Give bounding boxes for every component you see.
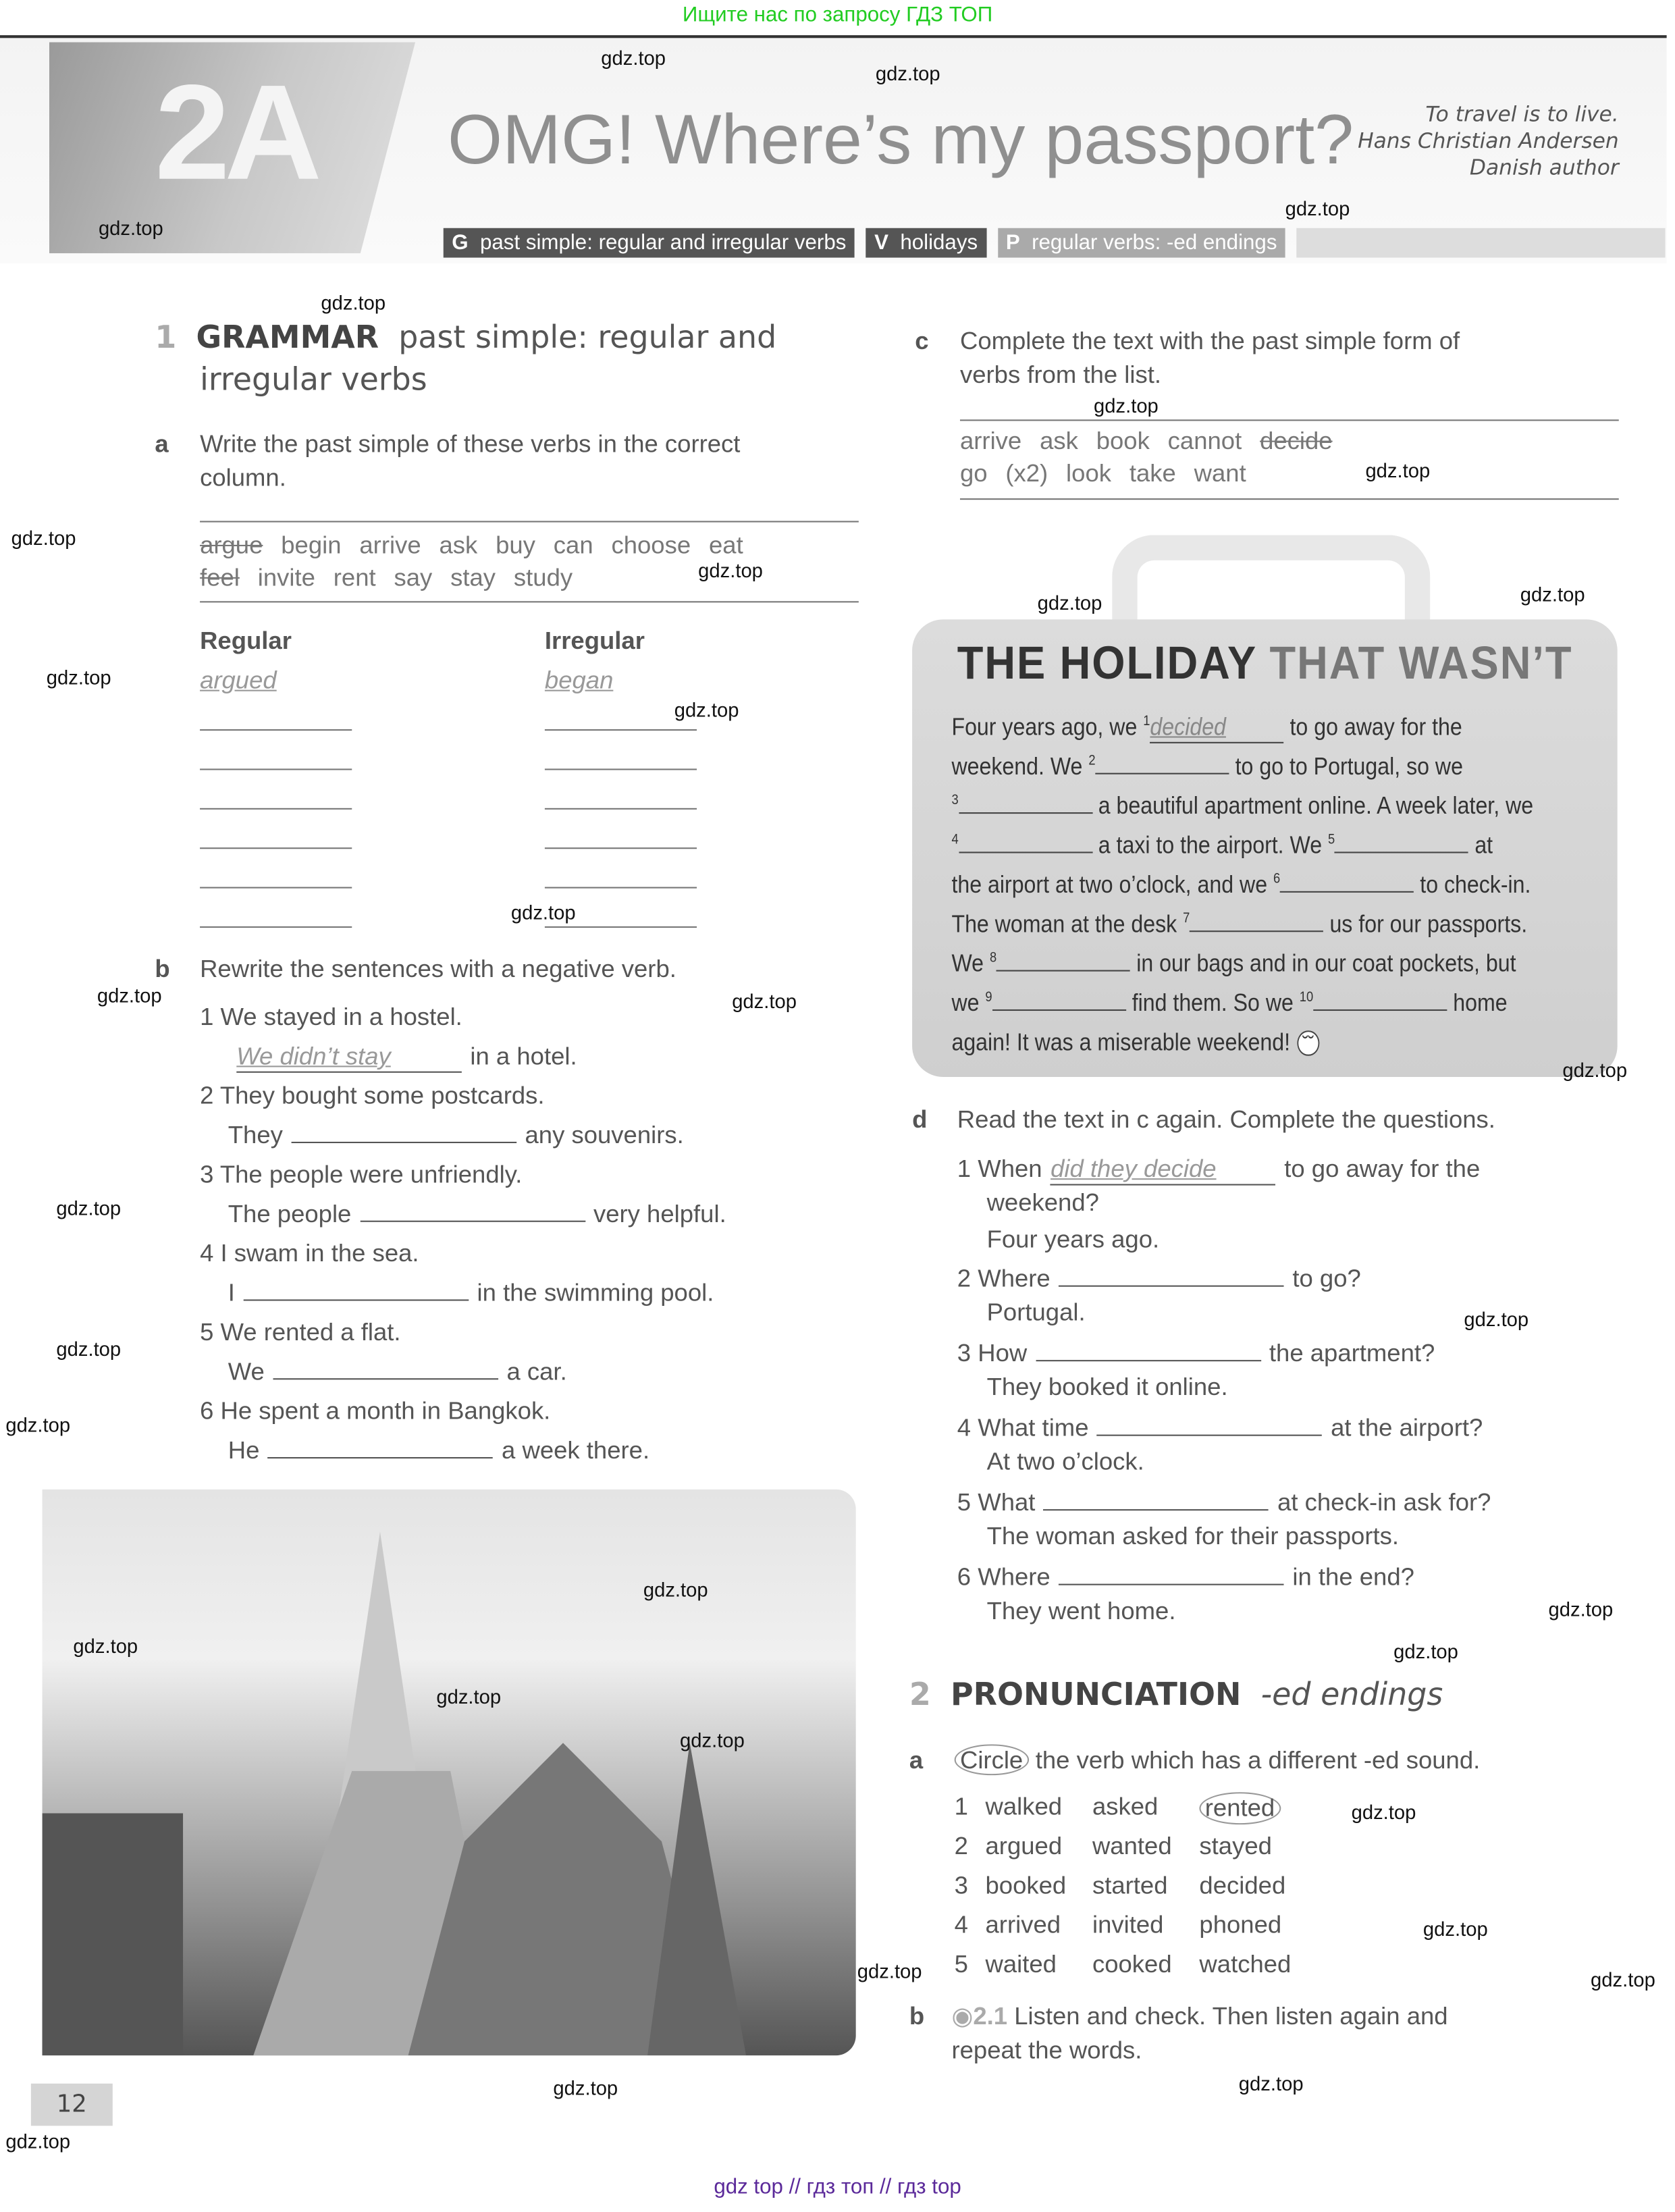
question: [957, 1155, 1480, 1186]
answer-blank[interactable]: did they decide: [1051, 1155, 1276, 1186]
exercise-1b-letter: b: [155, 954, 170, 983]
prefix: We: [228, 1357, 265, 1386]
sentence: 2 They bought some postcards.: [200, 1081, 545, 1109]
rewrite-line: [228, 1436, 649, 1466]
story-blank[interactable]: decided: [1150, 712, 1283, 743]
sentence: 4 I swam in the sea.: [200, 1238, 419, 1267]
gap-number: 9: [985, 990, 992, 1006]
question-number: 5: [957, 1487, 972, 1517]
word-item: argue: [200, 531, 263, 559]
suffix: a car.: [506, 1357, 567, 1386]
watermark: gdz.top: [56, 1337, 122, 1361]
answer-blank[interactable]: [1044, 1509, 1269, 1510]
story-line: [951, 910, 1527, 939]
answer-blank[interactable]: [268, 1438, 494, 1458]
exercise-2a-letter: a: [909, 1745, 924, 1774]
verb-option[interactable]: stayed: [1199, 1831, 1272, 1860]
story-text: to check-in.: [1414, 870, 1531, 899]
watermark: gdz.top: [46, 666, 111, 689]
watermark: gdz.top: [643, 1578, 708, 1601]
word-item: rent: [333, 563, 376, 591]
watermark: gdz.top: [553, 2076, 618, 2099]
story-text: a beautiful apartment online. A week later, we: [1092, 791, 1534, 820]
answer-text: The woman asked for their passports.: [986, 1521, 1400, 1550]
story-blank[interactable]: [992, 1009, 1126, 1011]
rewrite-line: [228, 1199, 726, 1229]
gap-number: 5: [1328, 832, 1335, 848]
story-text: home: [1447, 988, 1508, 1017]
watermark: gdz.top: [1037, 591, 1102, 614]
gap-number: 2: [1088, 753, 1096, 769]
answer-blank[interactable]: [360, 1201, 585, 1222]
story-text: find them. So we: [1125, 988, 1300, 1017]
exercise-1d-letter: d: [912, 1105, 928, 1134]
story-text: in our bags and in our coat pockets, but: [1130, 949, 1516, 977]
verb-option[interactable]: decided: [1199, 1870, 1286, 1899]
question-prefix: When: [978, 1154, 1042, 1183]
word-item: ask: [1040, 426, 1078, 455]
answer-line[interactable]: [200, 926, 352, 928]
exercise-1a-instruction-2: column.: [200, 463, 286, 492]
story-text: to go to Portugal, so we: [1229, 752, 1464, 781]
question: [957, 1339, 1435, 1369]
watermark: gdz.top: [11, 526, 76, 550]
example-answer-irregular: began: [544, 666, 614, 694]
story-blank[interactable]: [1096, 773, 1229, 774]
footer-links[interactable]: gdz top // гдз топ // гдз top: [714, 2175, 961, 2199]
word-item: buy: [496, 531, 535, 559]
word-item: choose: [611, 531, 691, 559]
story-text: we: [951, 988, 986, 1017]
watermark: gdz.top: [1423, 1917, 1488, 1941]
question-suffix: the apartment?: [1269, 1338, 1435, 1367]
tag-grammar: G past simple: regular and irregular verbs: [444, 228, 855, 258]
search-banner[interactable]: Ищите нас по запросу ГДЗ ТОП: [682, 3, 993, 27]
answer-blank[interactable]: [273, 1359, 498, 1379]
watermark: gdz.top: [1520, 583, 1585, 606]
exercise-2b-instruction-2: repeat the words.: [951, 2035, 1142, 2064]
gap-number: 4: [951, 832, 959, 848]
suffix: a week there.: [502, 1436, 650, 1465]
word-item: feel: [200, 563, 240, 591]
suffix: in a hotel.: [470, 1041, 577, 1070]
prefix: He: [228, 1436, 260, 1465]
gap-number: 1: [1143, 714, 1150, 730]
watermark: gdz.top: [674, 698, 739, 721]
answer-text: They booked it online.: [986, 1372, 1228, 1401]
exercise-2b-instruction: ◉2.1 Listen and check. Then listen again and: [951, 2001, 1448, 2030]
story-line: [951, 949, 1516, 978]
question-number: 3: [957, 1338, 972, 1367]
exercise-1-heading: 1 GRAMMAR past simple: regular and: [155, 321, 777, 357]
word-item: say: [394, 563, 433, 591]
exercise-1c-letter: c: [915, 326, 929, 355]
unit-number: 2A: [155, 57, 317, 209]
divider: [200, 601, 859, 602]
exercise-1c-instruction-2: verbs from the list.: [959, 360, 1162, 389]
watermark: gdz.top: [875, 61, 940, 85]
row-number: 1: [954, 1792, 968, 1820]
prefix: They: [228, 1120, 283, 1149]
answer-blank[interactable]: [291, 1122, 516, 1143]
quote-text: To travel is to live.: [1425, 101, 1619, 127]
sentence: 6 He spent a month in Bangkok.: [200, 1396, 551, 1425]
story-text: a taxi to the airport. We: [1092, 831, 1329, 859]
exercise-2-heading: 2 PRONUNCIATION -ed endings: [909, 1678, 1443, 1714]
example-answer-regular: argued: [200, 666, 277, 694]
answer-line[interactable]: [545, 926, 697, 928]
exercise-2a-instruction: Circle the verb which has a different -ed sound.: [955, 1745, 1481, 1775]
suffix: in the swimming pool.: [477, 1278, 714, 1307]
word-list-1: [200, 531, 743, 560]
word-item: can: [553, 531, 593, 559]
question-prefix: What time: [978, 1413, 1089, 1442]
answer-blank[interactable]: We didn’t stay: [236, 1042, 462, 1073]
question-prefix: Where: [978, 1264, 1051, 1293]
rewrite-line: [228, 1278, 714, 1308]
watermark: gdz.top: [56, 1196, 122, 1219]
verb-option[interactable]: asked: [1092, 1792, 1159, 1820]
story-line: [951, 712, 1462, 743]
word-item: go (x2): [959, 458, 1048, 488]
exercise-1d-instruction: Read the text in c again. Complete the questions.: [957, 1105, 1495, 1134]
story-text: We: [951, 949, 990, 977]
question: [957, 1488, 1491, 1518]
watermark: gdz.top: [98, 217, 163, 240]
story-line: [951, 752, 1463, 781]
story-line: [951, 989, 1507, 1018]
question-suffix: to go?: [1292, 1264, 1361, 1293]
answer-text: Four years ago.: [986, 1224, 1160, 1253]
watermark: gdz.top: [1238, 2072, 1304, 2095]
watermark: gdz.top: [1464, 1307, 1529, 1331]
sad-face-icon: ˘˘: [1298, 1030, 1319, 1056]
watermark: gdz.top: [73, 1634, 138, 1658]
rewrite-line: [228, 1042, 577, 1073]
answer-line[interactable]: [545, 768, 697, 770]
answer-blank[interactable]: [1059, 1584, 1284, 1585]
story-text: us for our passports.: [1323, 909, 1528, 938]
sentence: 5 We rented a flat.: [200, 1317, 401, 1346]
question-number: 4: [957, 1413, 972, 1442]
sentence: 3 The people were unfriendly.: [200, 1160, 523, 1188]
watermark: gdz.top: [1548, 1598, 1614, 1621]
column-header-regular: Regular: [200, 626, 292, 655]
answer-line[interactable]: [545, 808, 697, 810]
answer-line[interactable]: [200, 887, 352, 889]
answer-text: They went home.: [986, 1596, 1176, 1625]
word-item: cannot: [1167, 426, 1242, 455]
word-list-2: [200, 563, 573, 593]
watermark: gdz.top: [436, 1685, 502, 1708]
word-item: decide: [1260, 426, 1333, 455]
tag-pronunciation: P regular verbs: -ed endings: [997, 228, 1285, 258]
temple-illustration: [43, 1490, 856, 2055]
quote: [1358, 101, 1619, 182]
word-item: begin: [281, 531, 342, 559]
quote-author: Hans Christian Andersen: [1358, 128, 1619, 154]
verb-option[interactable]: started: [1092, 1870, 1168, 1899]
page-number: 12: [31, 2084, 113, 2126]
exercise-1-subtitle: irregular verbs: [200, 363, 427, 399]
word-item: take: [1129, 458, 1176, 488]
watermark: gdz.top: [1591, 1968, 1655, 1991]
row-number: 5: [954, 1949, 968, 1978]
word-item: arrive: [359, 531, 421, 559]
word-item: book: [1096, 426, 1150, 455]
answer-line[interactable]: [200, 768, 352, 770]
question-suffix: at check-in ask for?: [1277, 1487, 1491, 1517]
answer-line[interactable]: [200, 847, 352, 849]
tag-bar-filler: [1297, 228, 1666, 258]
question-prefix: What: [978, 1487, 1036, 1517]
story-blank[interactable]: [1190, 930, 1323, 932]
answer-line[interactable]: [545, 887, 697, 889]
watermark: gdz.top: [857, 1959, 922, 1982]
story-line: [951, 791, 1533, 821]
exercise-2b-letter: b: [909, 2001, 925, 2030]
answer-blank[interactable]: [243, 1280, 469, 1300]
story-text: Four years ago, we: [951, 712, 1144, 741]
story-line: [951, 1028, 1319, 1057]
answer-text: Portugal.: [986, 1298, 1086, 1327]
exercise-1c-instruction: Complete the text with the past simple form of: [959, 326, 1460, 355]
story-text: The woman at the desk: [951, 909, 1184, 938]
word-item: invite: [257, 563, 315, 591]
question-continued: weekend?: [986, 1188, 1099, 1217]
question: [957, 1413, 1483, 1443]
gap-number: 7: [1183, 911, 1190, 927]
story-blank[interactable]: [959, 812, 1092, 814]
question: [957, 1562, 1414, 1592]
watermark: gdz.top: [698, 558, 763, 582]
row-number: 2: [954, 1831, 968, 1860]
story-blank[interactable]: [1335, 851, 1468, 853]
story-line: [951, 870, 1531, 900]
tag-bar: [444, 228, 1666, 258]
suffix: any souvenirs.: [525, 1120, 684, 1149]
gap-number: 10: [1299, 990, 1314, 1006]
question-number: 2: [957, 1264, 972, 1293]
watermark: gdz.top: [1094, 394, 1159, 417]
answer-blank[interactable]: [1036, 1360, 1261, 1361]
verb-option[interactable]: rented: [1199, 1792, 1280, 1824]
story-text: weekend. We: [951, 752, 1089, 781]
suffix: very helpful.: [593, 1199, 726, 1228]
watermark: gdz.top: [5, 1413, 71, 1436]
watermark: gdz.top: [321, 291, 386, 314]
watermark: gdz.top: [1562, 1058, 1628, 1082]
watermark: gdz.top: [1365, 458, 1431, 482]
watermark: gdz.top: [680, 1729, 745, 1752]
watermark: gdz.top: [732, 989, 797, 1013]
audio-icon[interactable]: ◉: [951, 2001, 974, 2030]
word-item: want: [1194, 458, 1246, 488]
answer-text: At two o’clock.: [986, 1447, 1144, 1476]
verb-list-2: [960, 459, 1246, 489]
quote-role: Danish author: [1469, 155, 1619, 180]
story-text: again! It was a miserable weekend!: [951, 1028, 1290, 1056]
rewrite-line: [228, 1357, 567, 1387]
row-number: 4: [954, 1910, 968, 1939]
gap-number: 6: [1273, 871, 1281, 887]
divider: [200, 521, 859, 522]
divider: [960, 419, 1619, 421]
verb-option[interactable]: phoned: [1199, 1910, 1282, 1939]
sentence: 1 We stayed in a hostel.: [200, 1002, 462, 1031]
page-title: OMG! Where’s my passport?: [448, 100, 1354, 179]
question-suffix: in the end?: [1292, 1562, 1414, 1591]
tag-vocabulary: V holidays: [866, 228, 986, 258]
verb-option[interactable]: waited: [985, 1949, 1057, 1978]
watermark: gdz.top: [5, 2130, 71, 2153]
temple-photo: [43, 1490, 856, 2055]
exercise-1b-instruction: Rewrite the sentences with a negative verb.: [200, 954, 676, 983]
answer-line[interactable]: [200, 808, 352, 810]
exercise-1a-letter: a: [155, 429, 169, 458]
word-item: eat: [708, 531, 743, 559]
answer-line[interactable]: [545, 847, 697, 849]
divider: [960, 498, 1619, 500]
question-prefix: How: [978, 1338, 1028, 1367]
question-number: 6: [957, 1562, 972, 1591]
verb-option[interactable]: booked: [985, 1870, 1067, 1899]
word-item: stay: [450, 563, 496, 591]
watermark: gdz.top: [601, 46, 666, 70]
answer-line[interactable]: [545, 729, 697, 731]
question-suffix: to go away for the: [1284, 1154, 1481, 1183]
answer-blank[interactable]: [1059, 1286, 1284, 1287]
story-blank[interactable]: [1280, 891, 1414, 893]
question-number: 1: [957, 1154, 972, 1183]
story-text: to go away for the: [1283, 712, 1462, 741]
verb-option[interactable]: wanted: [1092, 1831, 1172, 1860]
gap-number: 3: [951, 793, 959, 809]
story-line: [951, 831, 1493, 860]
story-blank[interactable]: [959, 851, 1092, 853]
story-text: the airport at two o’clock, and we: [951, 870, 1273, 899]
question: [957, 1264, 1361, 1294]
watermark: gdz.top: [1393, 1640, 1458, 1663]
story-blank[interactable]: [1313, 1009, 1447, 1011]
watermark: gdz.top: [510, 901, 576, 924]
prefix: I: [228, 1278, 235, 1307]
verb-option[interactable]: cooked: [1092, 1949, 1172, 1978]
watermark: gdz.top: [1351, 1800, 1416, 1824]
verb-option[interactable]: walked: [985, 1792, 1063, 1820]
column-header-irregular: Irregular: [544, 626, 645, 655]
question-prefix: Where: [978, 1562, 1051, 1591]
gap-number: 8: [989, 950, 997, 966]
watermark: gdz.top: [97, 984, 162, 1007]
story-blank[interactable]: [996, 970, 1130, 972]
story-title: THE HOLIDAY THAT WASN’T: [957, 636, 1573, 689]
answer-blank[interactable]: [1097, 1435, 1323, 1436]
word-item: study: [513, 563, 573, 591]
story-text: at: [1468, 831, 1493, 859]
verb-option[interactable]: arrived: [985, 1910, 1061, 1939]
row-number: 3: [954, 1870, 968, 1899]
verb-option[interactable]: invited: [1092, 1910, 1164, 1939]
word-item: look: [1066, 458, 1112, 488]
question-suffix: at the airport?: [1331, 1413, 1483, 1442]
watermark: gdz.top: [1285, 196, 1350, 220]
word-item: arrive: [959, 426, 1022, 455]
exercise-1a-instruction: Write the past simple of these verbs in the correct: [200, 429, 741, 458]
prefix: The people: [228, 1199, 352, 1228]
verb-list-1: [960, 427, 1333, 456]
rewrite-line: [228, 1121, 684, 1151]
word-item: ask: [439, 531, 478, 559]
answer-line[interactable]: [200, 729, 352, 731]
verb-option[interactable]: watched: [1199, 1949, 1292, 1978]
verb-option[interactable]: argued: [985, 1831, 1063, 1860]
